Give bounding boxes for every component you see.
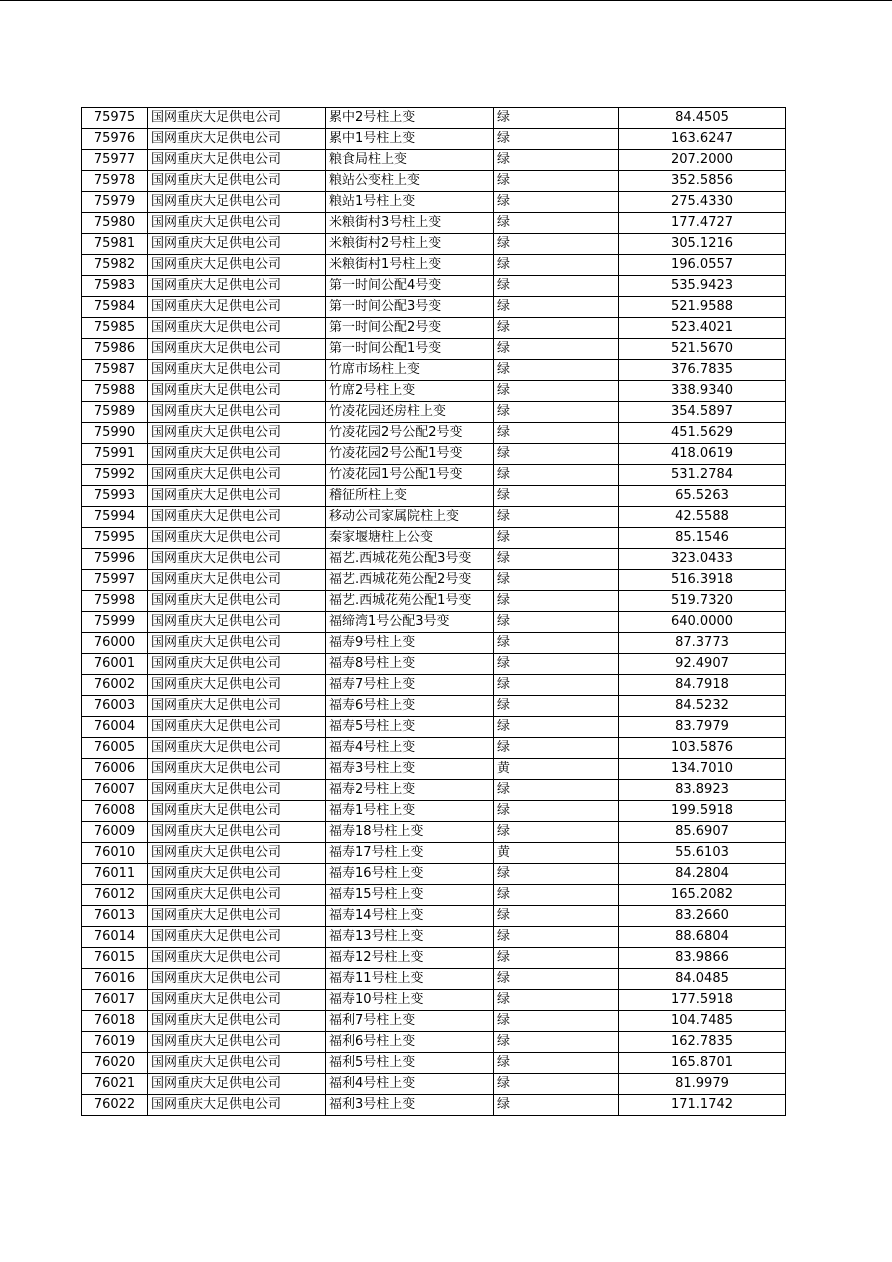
table-row [82, 528, 786, 549]
company-cell: 国网重庆大足供电公司 [148, 1011, 326, 1032]
company-cell: 国网重庆大足供电公司 [148, 696, 326, 717]
value-cell: 171.1742 [619, 1095, 786, 1116]
value-cell: 88.6804 [619, 927, 786, 948]
company-cell: 国网重庆大足供电公司 [148, 528, 326, 549]
transformer-name-cell: 福寿12号柱上变 [326, 948, 494, 969]
status-cell: 绿 [494, 654, 619, 675]
table-row [82, 927, 786, 948]
row-id-cell: 75990 [82, 423, 148, 444]
status-cell: 绿 [494, 381, 619, 402]
value-cell: 177.5918 [619, 990, 786, 1011]
company-cell: 国网重庆大足供电公司 [148, 549, 326, 570]
company-cell: 国网重庆大足供电公司 [148, 885, 326, 906]
table-row [82, 297, 786, 318]
company-cell: 国网重庆大足供电公司 [148, 213, 326, 234]
company-cell: 国网重庆大足供电公司 [148, 1032, 326, 1053]
status-cell: 绿 [494, 633, 619, 654]
status-cell: 绿 [494, 864, 619, 885]
transformer-name-cell: 累中2号柱上变 [326, 108, 494, 129]
value-cell: 162.7835 [619, 1032, 786, 1053]
status-cell: 黄 [494, 843, 619, 864]
value-cell: 519.7320 [619, 591, 786, 612]
company-cell: 国网重庆大足供电公司 [148, 486, 326, 507]
transformer-name-cell: 福寿8号柱上变 [326, 654, 494, 675]
table-row [82, 948, 786, 969]
row-id-cell: 75988 [82, 381, 148, 402]
row-id-cell: 76009 [82, 822, 148, 843]
transformer-name-cell: 福寿4号柱上变 [326, 738, 494, 759]
table-row [82, 444, 786, 465]
transformer-name-cell: 福寿18号柱上变 [326, 822, 494, 843]
row-id-cell: 75997 [82, 570, 148, 591]
value-cell: 83.7979 [619, 717, 786, 738]
status-cell: 绿 [494, 780, 619, 801]
company-cell: 国网重庆大足供电公司 [148, 381, 326, 402]
transformer-name-cell: 福利3号柱上变 [326, 1095, 494, 1116]
value-cell: 65.5263 [619, 486, 786, 507]
row-id-cell: 75994 [82, 507, 148, 528]
row-id-cell: 75998 [82, 591, 148, 612]
table-row [82, 633, 786, 654]
table-row [82, 171, 786, 192]
table-row [82, 1053, 786, 1074]
value-cell: 92.4907 [619, 654, 786, 675]
company-cell: 国网重庆大足供电公司 [148, 612, 326, 633]
status-cell: 绿 [494, 276, 619, 297]
value-cell: 516.3918 [619, 570, 786, 591]
status-cell: 绿 [494, 822, 619, 843]
value-cell: 81.9979 [619, 1074, 786, 1095]
status-cell: 绿 [494, 192, 619, 213]
row-id-cell: 75981 [82, 234, 148, 255]
table-row [82, 1011, 786, 1032]
row-id-cell: 76002 [82, 675, 148, 696]
table-row [82, 675, 786, 696]
value-cell: 163.6247 [619, 129, 786, 150]
row-id-cell: 76022 [82, 1095, 148, 1116]
status-cell: 绿 [494, 948, 619, 969]
status-cell: 绿 [494, 528, 619, 549]
value-cell: 531.2784 [619, 465, 786, 486]
status-cell: 绿 [494, 423, 619, 444]
table-row [82, 465, 786, 486]
status-cell: 绿 [494, 486, 619, 507]
value-cell: 134.7010 [619, 759, 786, 780]
table-row [82, 255, 786, 276]
table-row [82, 1074, 786, 1095]
transformer-name-cell: 福寿3号柱上变 [326, 759, 494, 780]
company-cell: 国网重庆大足供电公司 [148, 969, 326, 990]
row-id-cell: 75989 [82, 402, 148, 423]
transformer-name-cell: 竹席市场柱上变 [326, 360, 494, 381]
row-id-cell: 76020 [82, 1053, 148, 1074]
company-cell: 国网重庆大足供电公司 [148, 633, 326, 654]
row-id-cell: 75987 [82, 360, 148, 381]
row-id-cell: 76017 [82, 990, 148, 1011]
value-cell: 196.0557 [619, 255, 786, 276]
value-cell: 640.0000 [619, 612, 786, 633]
company-cell: 国网重庆大足供电公司 [148, 360, 326, 381]
row-id-cell: 75985 [82, 318, 148, 339]
table-row [82, 108, 786, 129]
transformer-name-cell: 福寿1号柱上变 [326, 801, 494, 822]
status-cell: 绿 [494, 549, 619, 570]
company-cell: 国网重庆大足供电公司 [148, 297, 326, 318]
table-row [82, 192, 786, 213]
table-body [82, 108, 786, 1116]
row-id-cell: 76007 [82, 780, 148, 801]
table-row [82, 402, 786, 423]
transformer-name-cell: 稽征所柱上变 [326, 486, 494, 507]
row-id-cell: 75980 [82, 213, 148, 234]
row-id-cell: 76019 [82, 1032, 148, 1053]
table-row [82, 276, 786, 297]
status-cell: 绿 [494, 969, 619, 990]
table-row [82, 738, 786, 759]
company-cell: 国网重庆大足供电公司 [148, 759, 326, 780]
row-id-cell: 76008 [82, 801, 148, 822]
status-cell: 绿 [494, 717, 619, 738]
value-cell: 199.5918 [619, 801, 786, 822]
company-cell: 国网重庆大足供电公司 [148, 129, 326, 150]
status-cell: 绿 [494, 885, 619, 906]
status-cell: 黄 [494, 759, 619, 780]
value-cell: 323.0433 [619, 549, 786, 570]
transformer-name-cell: 福寿6号柱上变 [326, 696, 494, 717]
row-id-cell: 75978 [82, 171, 148, 192]
table-row [82, 843, 786, 864]
company-cell: 国网重庆大足供电公司 [148, 402, 326, 423]
company-cell: 国网重庆大足供电公司 [148, 717, 326, 738]
transformer-name-cell: 累中1号柱上变 [326, 129, 494, 150]
value-cell: 104.7485 [619, 1011, 786, 1032]
company-cell: 国网重庆大足供电公司 [148, 591, 326, 612]
company-cell: 国网重庆大足供电公司 [148, 822, 326, 843]
table-row [82, 654, 786, 675]
status-cell: 绿 [494, 927, 619, 948]
transformer-name-cell: 福利5号柱上变 [326, 1053, 494, 1074]
status-cell: 绿 [494, 738, 619, 759]
value-cell: 84.5232 [619, 696, 786, 717]
transformer-name-cell: 竹席2号柱上变 [326, 381, 494, 402]
row-id-cell: 75993 [82, 486, 148, 507]
table-row [82, 1095, 786, 1116]
status-cell: 绿 [494, 612, 619, 633]
row-id-cell: 76021 [82, 1074, 148, 1095]
transformer-name-cell: 第一时间公配2号变 [326, 318, 494, 339]
company-cell: 国网重庆大足供电公司 [148, 465, 326, 486]
row-id-cell: 76011 [82, 864, 148, 885]
table-row [82, 801, 786, 822]
row-id-cell: 76004 [82, 717, 148, 738]
table-row [82, 591, 786, 612]
transformer-name-cell: 竹凌花园2号公配1号变 [326, 444, 494, 465]
value-cell: 165.2082 [619, 885, 786, 906]
row-id-cell: 75992 [82, 465, 148, 486]
company-cell: 国网重庆大足供电公司 [148, 423, 326, 444]
row-id-cell: 75982 [82, 255, 148, 276]
transformer-name-cell: 粮站1号柱上变 [326, 192, 494, 213]
row-id-cell: 76016 [82, 969, 148, 990]
transformer-name-cell: 竹凌花园2号公配2号变 [326, 423, 494, 444]
value-cell: 338.9340 [619, 381, 786, 402]
value-cell: 352.5856 [619, 171, 786, 192]
table-row [82, 381, 786, 402]
company-cell: 国网重庆大足供电公司 [148, 150, 326, 171]
transformer-name-cell: 米粮街村1号柱上变 [326, 255, 494, 276]
row-id-cell: 75983 [82, 276, 148, 297]
status-cell: 绿 [494, 1074, 619, 1095]
company-cell: 国网重庆大足供电公司 [148, 948, 326, 969]
status-cell: 绿 [494, 213, 619, 234]
table-row [82, 990, 786, 1011]
value-cell: 535.9423 [619, 276, 786, 297]
row-id-cell: 75975 [82, 108, 148, 129]
value-cell: 85.1546 [619, 528, 786, 549]
value-cell: 523.4021 [619, 318, 786, 339]
transformer-name-cell: 福利4号柱上变 [326, 1074, 494, 1095]
value-cell: 103.5876 [619, 738, 786, 759]
value-cell: 84.0485 [619, 969, 786, 990]
table-row [82, 780, 786, 801]
status-cell: 绿 [494, 570, 619, 591]
table-row [82, 486, 786, 507]
status-cell: 绿 [494, 402, 619, 423]
transformer-name-cell: 秦家堰塘柱上公变 [326, 528, 494, 549]
transformer-name-cell: 第一时间公配1号变 [326, 339, 494, 360]
transformer-name-cell: 福寿13号柱上变 [326, 927, 494, 948]
table-row [82, 213, 786, 234]
status-cell: 绿 [494, 108, 619, 129]
transformer-name-cell: 米粮街村3号柱上变 [326, 213, 494, 234]
row-id-cell: 76006 [82, 759, 148, 780]
status-cell: 绿 [494, 990, 619, 1011]
transformer-name-cell: 米粮街村2号柱上变 [326, 234, 494, 255]
value-cell: 354.5897 [619, 402, 786, 423]
table-row [82, 549, 786, 570]
company-cell: 国网重庆大足供电公司 [148, 906, 326, 927]
company-cell: 国网重庆大足供电公司 [148, 780, 326, 801]
transformer-name-cell: 福艺.西城花苑公配1号变 [326, 591, 494, 612]
company-cell: 国网重庆大足供电公司 [148, 444, 326, 465]
company-cell: 国网重庆大足供电公司 [148, 801, 326, 822]
company-cell: 国网重庆大足供电公司 [148, 927, 326, 948]
row-id-cell: 76001 [82, 654, 148, 675]
company-cell: 国网重庆大足供电公司 [148, 234, 326, 255]
transformer-name-cell: 福寿15号柱上变 [326, 885, 494, 906]
table-row [82, 759, 786, 780]
table-row [82, 570, 786, 591]
row-id-cell: 76003 [82, 696, 148, 717]
transformer-name-cell: 福利6号柱上变 [326, 1032, 494, 1053]
status-cell: 绿 [494, 1011, 619, 1032]
status-cell: 绿 [494, 1095, 619, 1116]
row-id-cell: 75995 [82, 528, 148, 549]
transformer-name-cell: 竹凌花园1号公配1号变 [326, 465, 494, 486]
status-cell: 绿 [494, 1032, 619, 1053]
status-cell: 绿 [494, 297, 619, 318]
status-cell: 绿 [494, 906, 619, 927]
status-cell: 绿 [494, 339, 619, 360]
status-cell: 绿 [494, 1053, 619, 1074]
table-row [82, 360, 786, 381]
value-cell: 85.6907 [619, 822, 786, 843]
value-cell: 83.8923 [619, 780, 786, 801]
value-cell: 165.8701 [619, 1053, 786, 1074]
status-cell: 绿 [494, 171, 619, 192]
status-cell: 绿 [494, 507, 619, 528]
row-id-cell: 75977 [82, 150, 148, 171]
table-row [82, 129, 786, 150]
company-cell: 国网重庆大足供电公司 [148, 507, 326, 528]
company-cell: 国网重庆大足供电公司 [148, 738, 326, 759]
value-cell: 84.7918 [619, 675, 786, 696]
table-row [82, 717, 786, 738]
table-row [82, 612, 786, 633]
transformer-name-cell: 福寿2号柱上变 [326, 780, 494, 801]
table-row [82, 339, 786, 360]
transformer-name-cell: 粮站公变柱上变 [326, 171, 494, 192]
company-cell: 国网重庆大足供电公司 [148, 339, 326, 360]
data-table [81, 107, 786, 1116]
table-row [82, 696, 786, 717]
table-row [82, 507, 786, 528]
status-cell: 绿 [494, 591, 619, 612]
transformer-name-cell: 福寿10号柱上变 [326, 990, 494, 1011]
company-cell: 国网重庆大足供电公司 [148, 990, 326, 1011]
company-cell: 国网重庆大足供电公司 [148, 108, 326, 129]
company-cell: 国网重庆大足供电公司 [148, 843, 326, 864]
table-row [82, 234, 786, 255]
value-cell: 376.7835 [619, 360, 786, 381]
transformer-name-cell: 福寿14号柱上变 [326, 906, 494, 927]
row-id-cell: 76010 [82, 843, 148, 864]
status-cell: 绿 [494, 675, 619, 696]
transformer-name-cell: 第一时间公配4号变 [326, 276, 494, 297]
row-id-cell: 76015 [82, 948, 148, 969]
table-row [82, 864, 786, 885]
row-id-cell: 75999 [82, 612, 148, 633]
transformer-name-cell: 福寿17号柱上变 [326, 843, 494, 864]
table-row [82, 906, 786, 927]
transformer-name-cell: 福寿5号柱上变 [326, 717, 494, 738]
row-id-cell: 76012 [82, 885, 148, 906]
transformer-name-cell: 福艺.西城花苑公配3号变 [326, 549, 494, 570]
table-row [82, 423, 786, 444]
transformer-name-cell: 福利7号柱上变 [326, 1011, 494, 1032]
transformer-name-cell: 福寿7号柱上变 [326, 675, 494, 696]
value-cell: 42.5588 [619, 507, 786, 528]
company-cell: 国网重庆大足供电公司 [148, 1074, 326, 1095]
row-id-cell: 75991 [82, 444, 148, 465]
table-row [82, 150, 786, 171]
company-cell: 国网重庆大足供电公司 [148, 570, 326, 591]
value-cell: 87.3773 [619, 633, 786, 654]
transformer-name-cell: 福艺.西城花苑公配2号变 [326, 570, 494, 591]
company-cell: 国网重庆大足供电公司 [148, 675, 326, 696]
status-cell: 绿 [494, 696, 619, 717]
row-id-cell: 76000 [82, 633, 148, 654]
value-cell: 84.2804 [619, 864, 786, 885]
value-cell: 521.9588 [619, 297, 786, 318]
value-cell: 83.9866 [619, 948, 786, 969]
value-cell: 275.4330 [619, 192, 786, 213]
value-cell: 305.1216 [619, 234, 786, 255]
status-cell: 绿 [494, 801, 619, 822]
company-cell: 国网重庆大足供电公司 [148, 1095, 326, 1116]
value-cell: 451.5629 [619, 423, 786, 444]
row-id-cell: 76014 [82, 927, 148, 948]
transformer-name-cell: 竹凌花园还房柱上变 [326, 402, 494, 423]
transformer-name-cell: 福寿11号柱上变 [326, 969, 494, 990]
status-cell: 绿 [494, 129, 619, 150]
company-cell: 国网重庆大足供电公司 [148, 171, 326, 192]
company-cell: 国网重庆大足供电公司 [148, 318, 326, 339]
value-cell: 55.6103 [619, 843, 786, 864]
value-cell: 83.2660 [619, 906, 786, 927]
company-cell: 国网重庆大足供电公司 [148, 255, 326, 276]
value-cell: 207.2000 [619, 150, 786, 171]
row-id-cell: 76013 [82, 906, 148, 927]
table-row [82, 969, 786, 990]
row-id-cell: 75976 [82, 129, 148, 150]
transformer-name-cell: 第一时间公配3号变 [326, 297, 494, 318]
status-cell: 绿 [494, 255, 619, 276]
transformer-name-cell: 福寿16号柱上变 [326, 864, 494, 885]
transformer-name-cell: 粮食局柱上变 [326, 150, 494, 171]
company-cell: 国网重庆大足供电公司 [148, 192, 326, 213]
row-id-cell: 75984 [82, 297, 148, 318]
transformer-name-cell: 移动公司家属院柱上变 [326, 507, 494, 528]
row-id-cell: 75996 [82, 549, 148, 570]
transformer-name-cell: 福缔湾1号公配3号变 [326, 612, 494, 633]
status-cell: 绿 [494, 318, 619, 339]
value-cell: 84.4505 [619, 108, 786, 129]
status-cell: 绿 [494, 360, 619, 381]
status-cell: 绿 [494, 444, 619, 465]
value-cell: 418.0619 [619, 444, 786, 465]
table-row [82, 1032, 786, 1053]
row-id-cell: 75979 [82, 192, 148, 213]
table-row [82, 822, 786, 843]
table-row [82, 885, 786, 906]
company-cell: 国网重庆大足供电公司 [148, 276, 326, 297]
value-cell: 521.5670 [619, 339, 786, 360]
value-cell: 177.4727 [619, 213, 786, 234]
status-cell: 绿 [494, 234, 619, 255]
company-cell: 国网重庆大足供电公司 [148, 654, 326, 675]
company-cell: 国网重庆大足供电公司 [148, 864, 326, 885]
status-cell: 绿 [494, 150, 619, 171]
row-id-cell: 76005 [82, 738, 148, 759]
page-top-border [0, 0, 892, 1]
row-id-cell: 76018 [82, 1011, 148, 1032]
company-cell: 国网重庆大足供电公司 [148, 1053, 326, 1074]
table-row [82, 318, 786, 339]
row-id-cell: 75986 [82, 339, 148, 360]
status-cell: 绿 [494, 465, 619, 486]
transformer-name-cell: 福寿9号柱上变 [326, 633, 494, 654]
